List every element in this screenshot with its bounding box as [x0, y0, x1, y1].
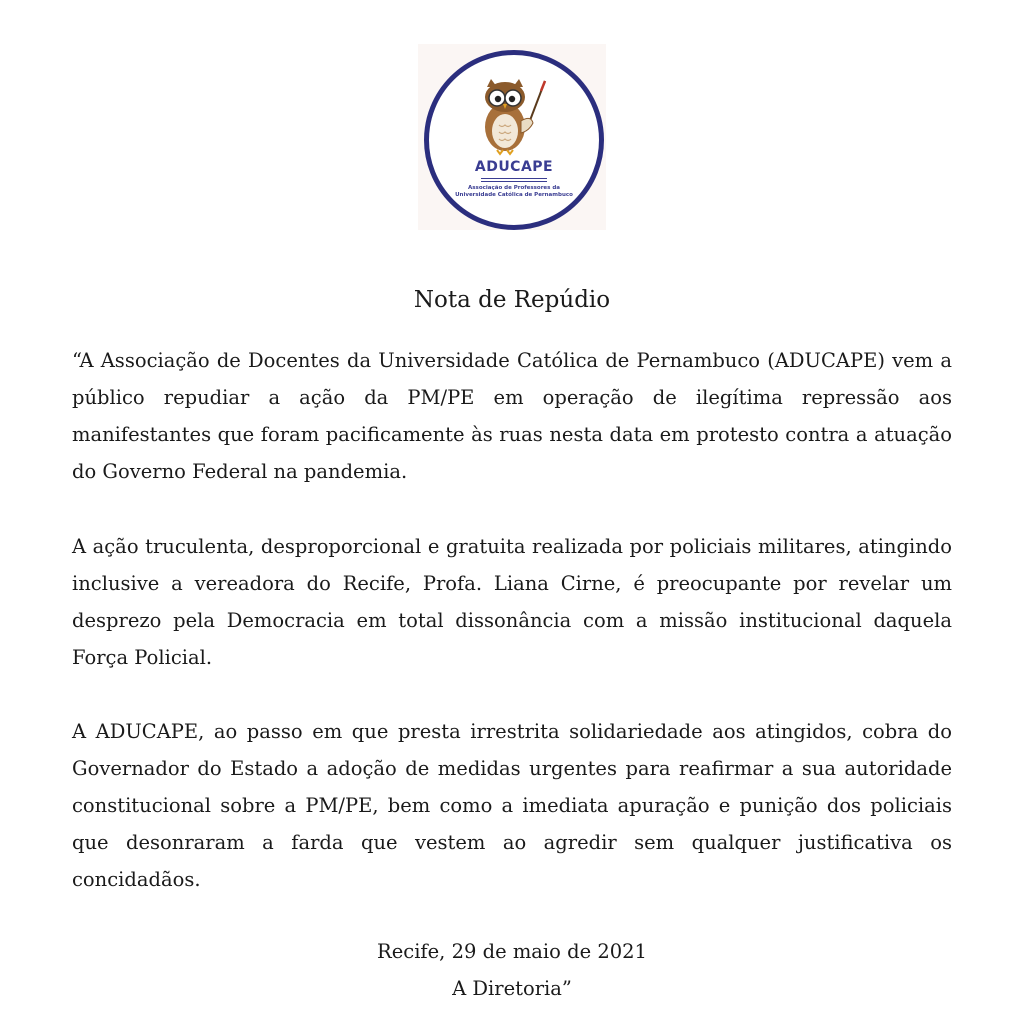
place-date: Recife, 29 de maio de 2021: [377, 940, 647, 963]
signature: A Diretoria”: [452, 977, 572, 1000]
owl-with-pointer-icon: [473, 77, 555, 157]
logo-rule: [481, 181, 547, 182]
paragraph-1: “A Associação de Docentes da Universidade Católica de Pernambuco (ADUCAPE) vem a público repudiar a ação da PM/PE em operação de ilegítima repressão aos manifestantes que foram pacificamente às ruas nesta data em protesto contra a atuação do Governo Federal na pandemia.: [72, 349, 952, 483]
paragraph-3: A ADUCAPE, ao passo em que presta irrestrita solidariedade aos atingidos, cobra do Governador do Estado a adoção de medidas urgentes para reafirmar a sua autoridade constitucional sobre a PM/PE, bem como a imediata apuração e punição dos policiais que desonraram a farda que vestem ao agredir sem qualquer justificativa os concidadãos.: [72, 720, 952, 891]
logo-rule: [481, 178, 547, 179]
logo-subtitle-line1: Associação de Professores da: [468, 185, 560, 191]
logo-ring: [424, 50, 604, 230]
paragraph-2: A ação truculenta, desproporcional e gratuita realizada por policiais militares, atingindo inclusive a vereadora do Recife, Profa. Liana Cirne, é preocupante por revelar um desprezo pela Democracia em total dissonância com a missão institucional daquela Força Policial.: [72, 535, 952, 669]
logo-name: ADUCAPE: [474, 159, 554, 175]
document-title: Nota de Repúdio: [413, 287, 611, 313]
logo: [418, 44, 606, 230]
logo-subtitle-line2: Universidade Católica de Pernambuco: [455, 192, 573, 198]
